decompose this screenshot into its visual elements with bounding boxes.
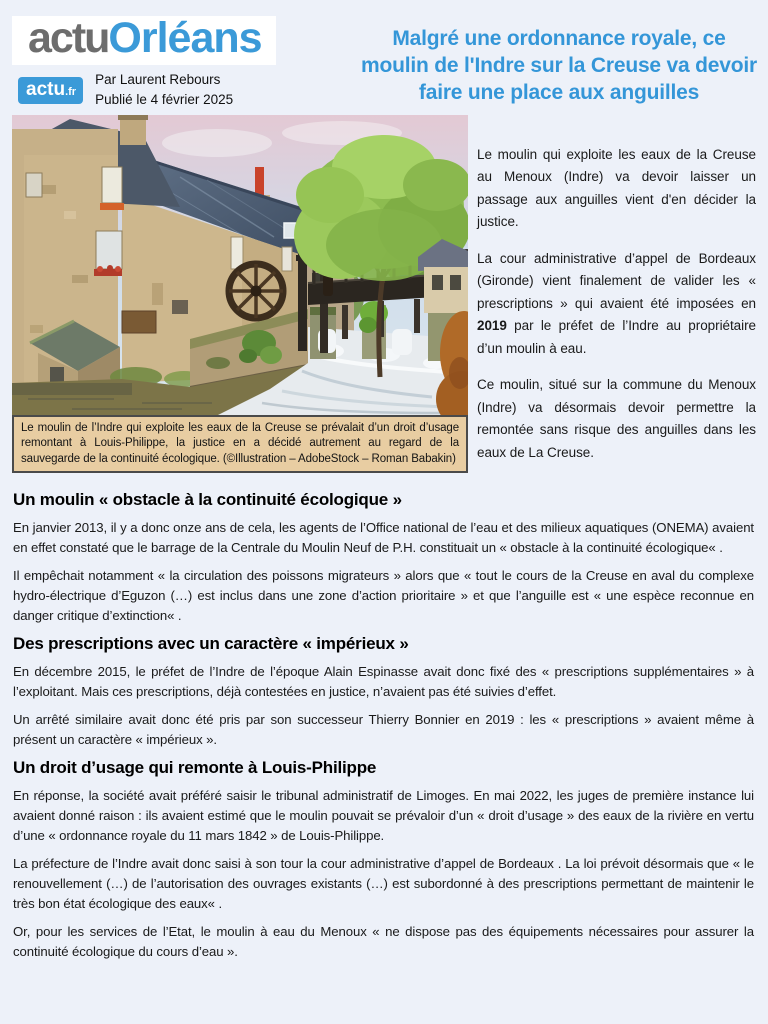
badge-fr-text: .fr <box>65 85 77 98</box>
content-top <box>0 115 768 479</box>
logo-city-text: Orléans <box>108 14 262 62</box>
section-paragraph: Or, pour les services de l’Etat, le moulin à eau du Menoux « ne dispose pas des équipements nécessaires pour assurer la continuité écologique du cours d’eau ». <box>13 924 754 959</box>
lead-p2-bold-year: 2019 <box>477 318 507 333</box>
article-headline: Malgré une ordonnance royale, ce moulin de l'Indre sur la Creuse va devoir faire une place aux anguilles <box>361 27 757 104</box>
article-body <box>0 490 768 962</box>
lead-paragraph-2 <box>477 248 756 361</box>
actu-fr-badge[interactable] <box>18 77 83 104</box>
section-heading: Un droit d’usage qui remonte à Louis-Philippe <box>13 758 377 777</box>
lead-p2-after: par le préfet de l’Indre au propriétaire d’un moulin à eau. <box>477 318 756 356</box>
mill-photo-illustration <box>12 115 468 415</box>
section-droit-usage <box>13 758 754 962</box>
masthead <box>12 16 348 111</box>
section-obstacle <box>13 490 754 626</box>
section-heading: Un moulin « obstacle à la continuité écologique » <box>13 490 402 509</box>
publish-date: Publié le 4 février 2025 <box>95 92 234 108</box>
lead-paragraph-3: Ce moulin, situé sur la commune du Menoux (Indre) va désormais devoir permettre la remontée sans risque des anguilles dans les eaux de La Creuse. <box>477 377 756 460</box>
section-paragraph: La préfecture de l’Indre avait donc saisi à son tour la cour administrative d’appel de Bordeaux . La loi prévoit désormais que « le renouvellement (…) de l’autorisation des ouvrages existants (…) est subordonné à des prescriptions permettant de maintenir le très bon état écologique des eaux« . <box>13 856 754 911</box>
section-prescriptions <box>13 634 754 750</box>
lead-paragraph-1: Le moulin qui exploite les eaux de la Creuse au Menoux (Indre) va devoir laisser un passage aux anguilles vient d'en décider la justice. <box>477 146 756 229</box>
section-heading: Des prescriptions avec un caractère « impérieux » <box>13 634 409 653</box>
section-paragraph: Un arrêté similaire avait donc été pris par son successeur Thierry Bonnier en 2019 : les « prescriptions » avaient même à présent un caractère « impérieux ». <box>13 712 754 747</box>
section-paragraph: En janvier 2013, il y a donc onze ans de cela, les agents de l’Office national de l’eau et des milieux aquatiques (ONEMA) avaient en effet constaté que le barrage de la Centrale du Moulin Neuf de P.H. constituait un « obstacle à la continuité écologique« . <box>13 520 754 555</box>
lead-column <box>468 144 758 479</box>
photo-caption: Le moulin de l’Indre qui exploite les eaux de la Creuse se prévalait d’un droit d’usage remontant à Louis-Philippe, la justice en a décidé autrement au regard de la sauvegarde de la continuité écologique. (©Illustration – AdobeStock – Roman Babakin) <box>12 415 468 474</box>
byline-block <box>95 70 233 111</box>
logo-actu-text: actu <box>28 14 109 62</box>
section-paragraph: En décembre 2015, le préfet de l’Indre de l’époque Alain Espinasse avait donc fixé des « prescriptions supplémentaires » à l’exploitant. Mais ces prescriptions, déjà contestées en justice, n’avaient pas été suivies d’effet. <box>13 664 754 699</box>
article-photo-figure <box>12 115 468 479</box>
section-paragraph: Il empêchait notamment « la circulation des poissons migrateurs » alors que « tout le cours de la Creuse en aval du complexe hydro-électrique d’Eguzon (…) est inclus dans une zone d’action prioritaire » et que l’anguille est « une espèce reconnue en danger critique d’extinction« . <box>13 568 754 623</box>
mill-photo-svg <box>12 115 468 415</box>
section-paragraph: En réponse, la société avait préféré saisir le tribunal administratif de Limoges. En mai 2022, les juges de première instance lui avaient donné raison : ils avaient estimé que le moulin pouvait se prévaloir d’un « droit d’usage » des eaux de la rivière en vertu d’une « ordonnance royale du 11 mars 1842 » de Louis-Philippe. <box>13 788 754 843</box>
water-wheel-icon <box>229 264 283 318</box>
byline-row <box>18 70 348 111</box>
lead-p2-before: La cour administrative d’appel de Bordeaux (Gironde) vient finalement de valider les « prescriptions » qui avaient été imposées en <box>477 250 756 311</box>
header <box>0 0 768 111</box>
actu-orleans-logo[interactable] <box>12 16 276 65</box>
badge-actu-text: actu <box>26 78 66 100</box>
author-name: Par Laurent Rebours <box>95 72 221 87</box>
